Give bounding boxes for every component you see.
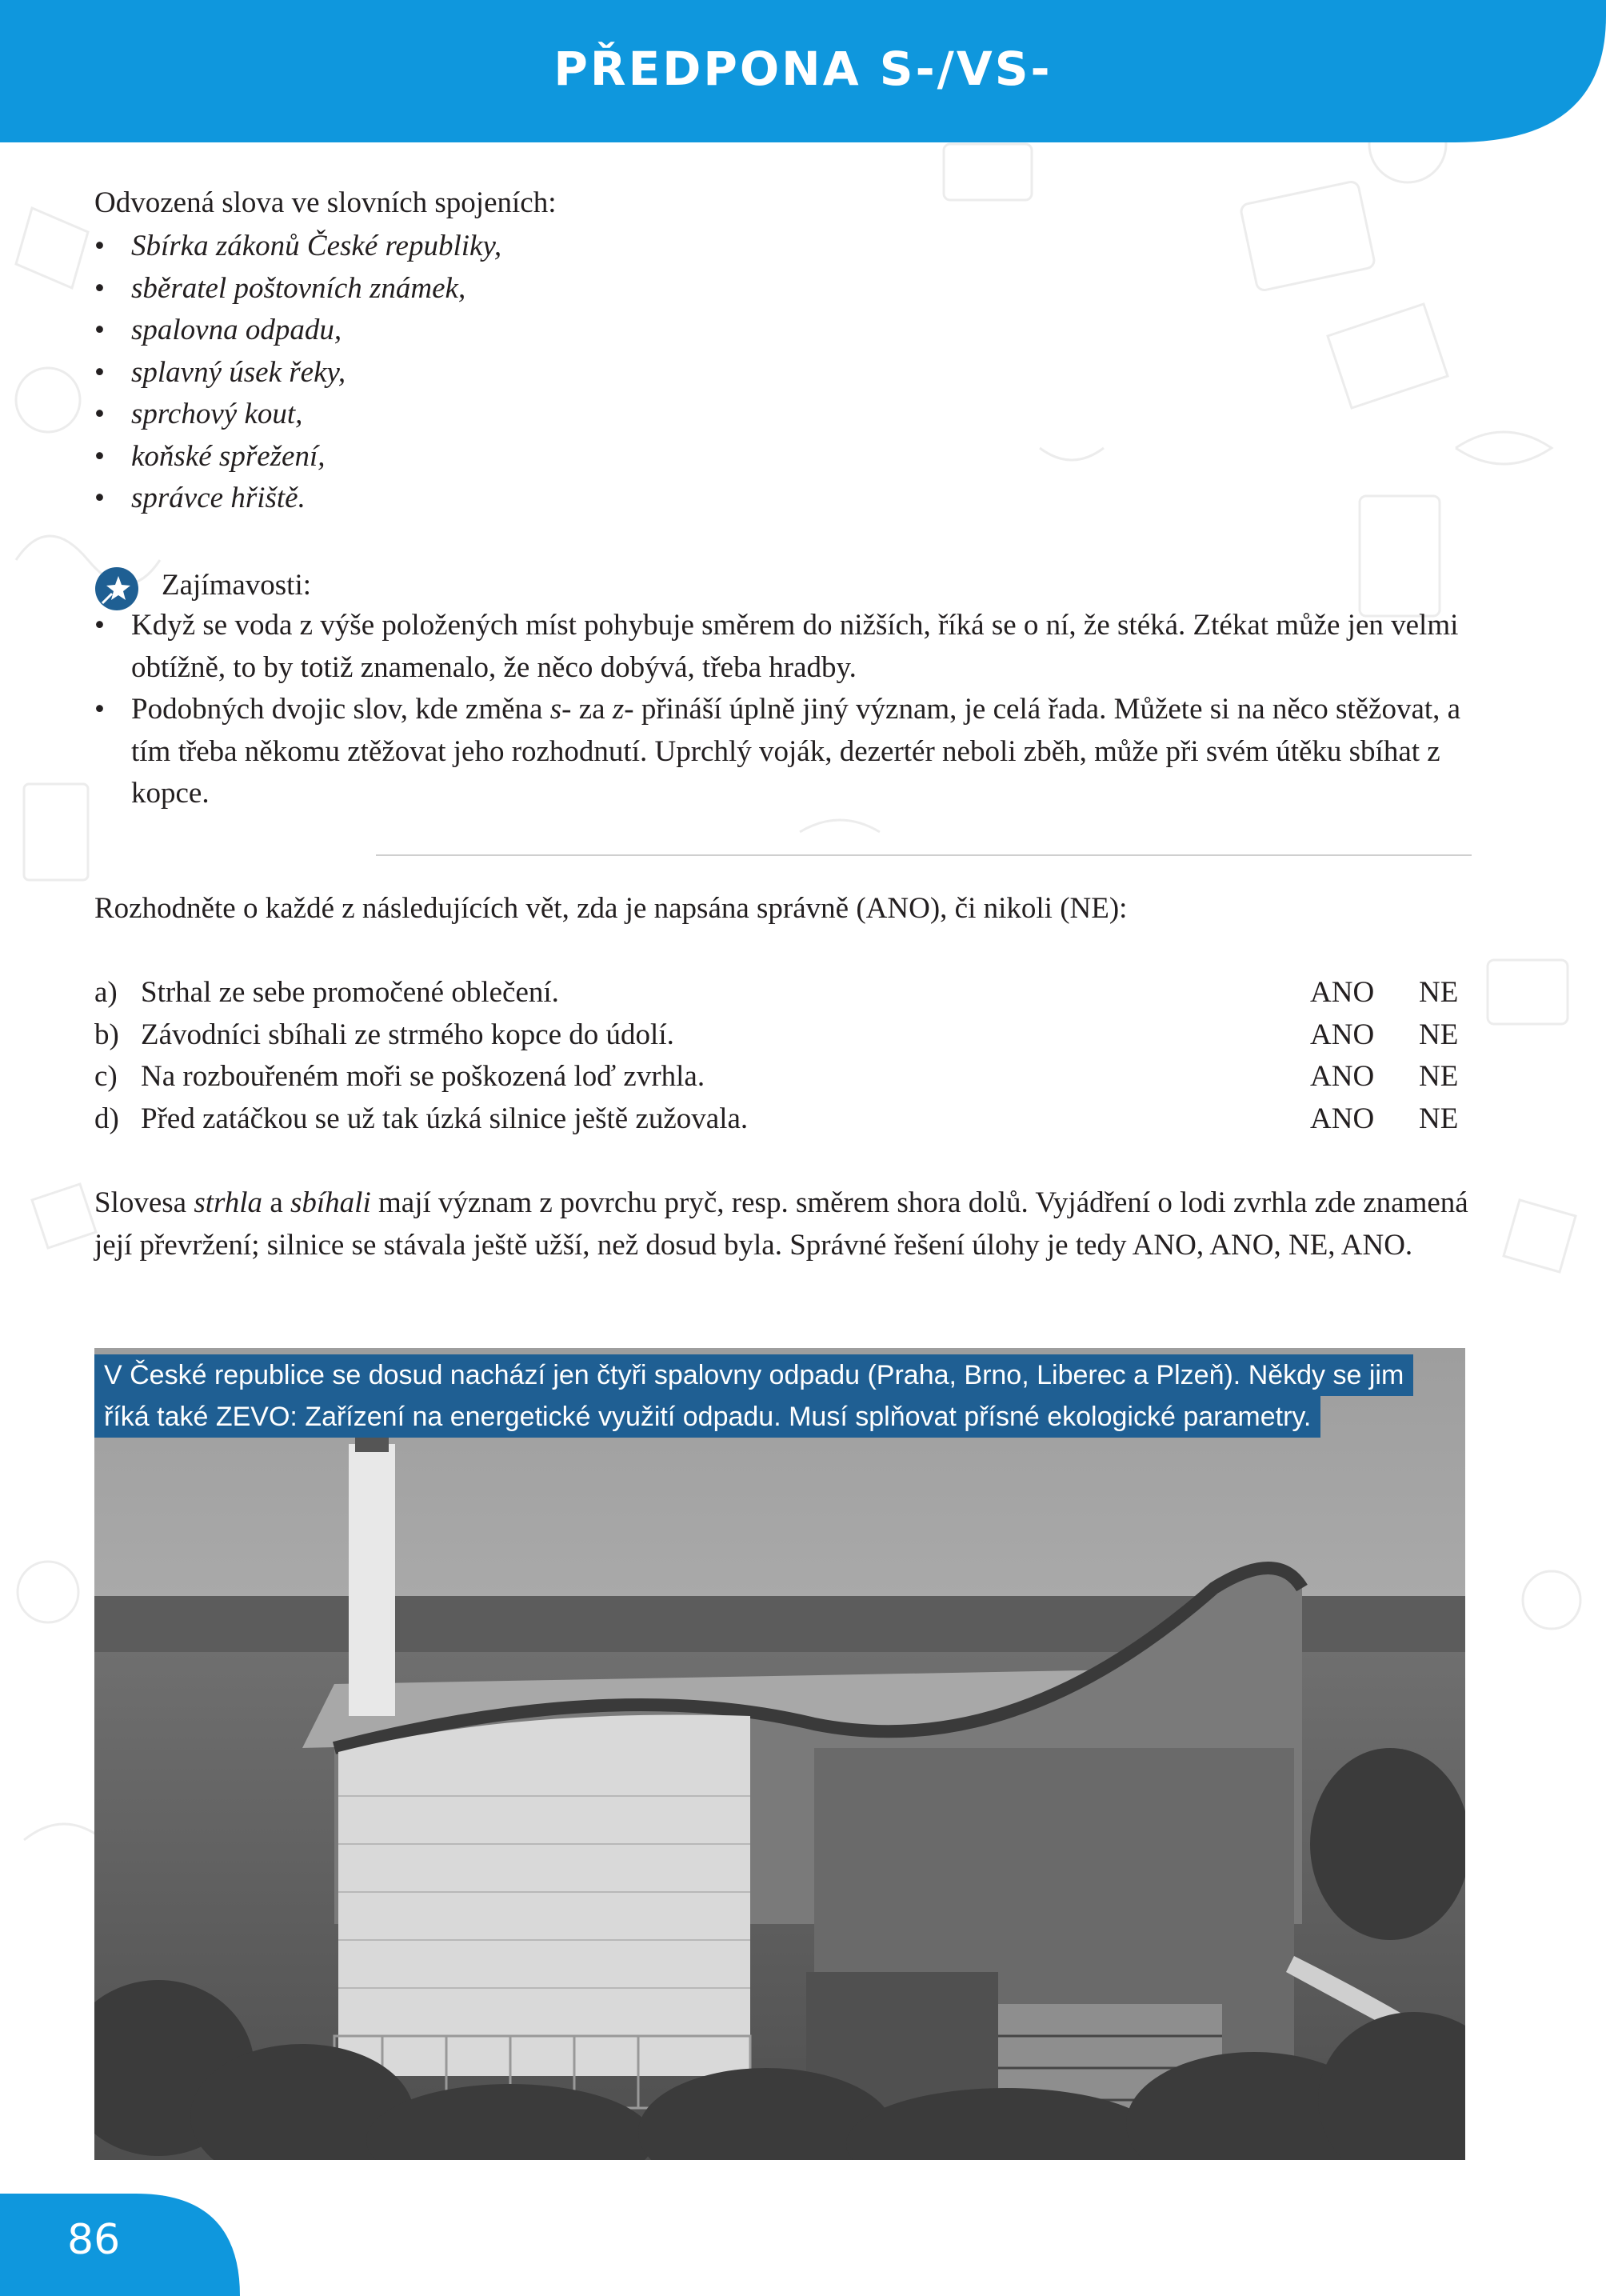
intro-heading: Odvozená slova ve slovních spojeních:	[94, 186, 557, 219]
task-options	[94, 972, 1470, 1140]
photo-caption	[94, 1354, 1413, 1438]
list-item: • spalovna odpadu,	[94, 310, 501, 352]
option-text: Na rozbouřeném moři se poškozená loď zvrhla.	[141, 1060, 705, 1093]
answer-yes[interactable]: ANO	[1310, 976, 1375, 1009]
incinerator-photo	[94, 1348, 1465, 2160]
task-instruction: Rozhodněte o každé z následujících vět, zda je napsána správně (ANO), či nikoli (NE):	[94, 892, 1128, 925]
option-row	[94, 1014, 1470, 1057]
answer-word: strhla	[194, 1186, 263, 1219]
option-text: Závodníci sbíhali ze strmého kopce do údolí.	[141, 1018, 674, 1051]
caption-line: V České republice se dosud nachází jen čtyři spalovny odpadu (Praha, Brno, Liberec a Plzeň). Někdy se jim	[94, 1354, 1413, 1396]
option-row	[94, 1056, 1470, 1098]
option-letter: d)	[94, 1102, 119, 1135]
list-item: • splavný úsek řeky,	[94, 352, 501, 394]
trivia-label: Zajímavosti:	[162, 569, 312, 602]
caption-line: říká také ZEVO: Zařízení na energetické využití odpadu. Musí splňovat přísné ekologické parametry.	[94, 1396, 1320, 1438]
list-item: • správce hřiště.	[94, 478, 501, 520]
prefix-z: z-	[612, 693, 634, 726]
answer-yes[interactable]: ANO	[1310, 1060, 1375, 1093]
trivia-text: přináší úplně jiný význam, je celá řada. Můžete si na něco stěžovat, a tím třeba někomu ztěžovat jeho rozhodnutí. Uprchlý voják, dezertér neboli zběh, může při svém útěku sbíhat z kopce.	[131, 693, 1461, 810]
answer-text: mají význam z povrchu pryč, resp. směrem shora dolů. Vyjádření o lodi zvrhla zde znamená její převržení; silnice se stávala ještě užší, než dosud byla. Správné řešení úlohy je tedy ANO, ANO, NE, ANO.	[94, 1186, 1468, 1262]
option-row	[94, 972, 1470, 1014]
prefix-s: s-	[549, 693, 572, 726]
answer-yes[interactable]: ANO	[1310, 1018, 1375, 1051]
derived-words-list	[94, 226, 501, 520]
answer-text: Slovesa	[94, 1186, 194, 1219]
trivia-item	[94, 689, 1470, 815]
list-item: • sprchový kout,	[94, 394, 501, 436]
list-item: • koňské spřežení,	[94, 436, 501, 478]
answer-explanation	[94, 1182, 1470, 1266]
option-row	[94, 1098, 1470, 1141]
answer-text: a	[262, 1186, 290, 1219]
page-title: PŘEDPONA S-/VS-	[553, 42, 1053, 96]
trivia-list	[94, 605, 1470, 815]
trivia-text: Podobných dvojic slov, kde změna	[131, 693, 550, 726]
option-text: Strhal ze sebe promočené oblečení.	[141, 976, 559, 1009]
answer-no[interactable]: NE	[1419, 976, 1459, 1009]
list-item: • Sbírka zákonů České republiky,	[94, 226, 501, 268]
list-item: • sběratel poštovních známek,	[94, 268, 501, 310]
trivia-item: • Když se voda z výše položených míst pohybuje směrem do nižších, říká se o ní, že stéká. Ztékat může jen velmi obtížně, to by totiž znamenalo, že něco dobývá, třeba hradby.	[94, 605, 1470, 689]
option-text: Před zatáčkou se už tak úzká silnice ještě zužovala.	[141, 1102, 749, 1135]
option-letter: c)	[94, 1060, 118, 1093]
incinerator-illustration	[94, 1348, 1465, 2160]
option-letter: a)	[94, 976, 118, 1009]
trivia-text: za	[571, 693, 613, 726]
answer-word: sbíhali	[290, 1186, 371, 1219]
section-divider	[376, 854, 1472, 856]
answer-yes[interactable]: ANO	[1310, 1102, 1375, 1135]
answer-no[interactable]: NE	[1419, 1018, 1459, 1051]
page-number: 86	[67, 2216, 121, 2264]
option-letter: b)	[94, 1018, 119, 1051]
answer-no[interactable]: NE	[1419, 1102, 1459, 1135]
answer-no[interactable]: NE	[1419, 1060, 1459, 1093]
